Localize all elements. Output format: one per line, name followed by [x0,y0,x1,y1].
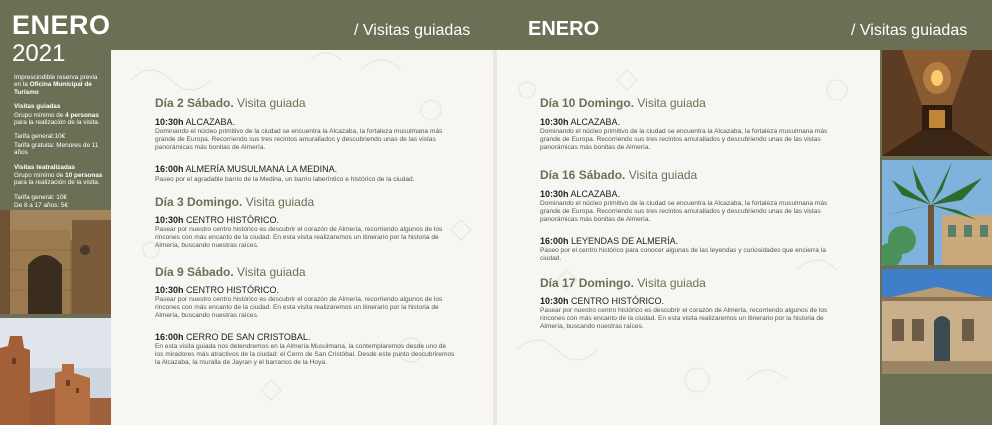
day-label: Día 16 Sábado. [540,168,626,182]
event-description: Dominando el núcleo primitivo de la ciudad se encuentra la Alcazaba, la fortaleza musulmana más grande de Europa. Recorriendo sus tres recintos amurallados y descubriendo unas de las vistas panorámicas más bonitas de Almería. [540,128,828,152]
stone-wall-photo [0,210,111,314]
booking-info [14,74,106,227]
event-time: 10:30h [155,215,184,225]
event-description: Pasear por nuestro centro histórico es descubrir el corazón de Almería, recorriendo algunos de los rincones con más encanto de la ciudad. En esta visita realizaremos un itinerario por la historia de Almería, buscando nuestras raíces. [540,307,828,331]
event-description: Paseo por el agradable barrio de la Medina, un barrio laberíntico e histórico de la ciudad. [155,176,415,183]
event-title [540,296,664,306]
event-time: 10:30h [540,117,569,127]
event-time: 16:00h [155,332,184,342]
palm-tree-photo [882,160,992,265]
event-title [155,164,337,174]
visit-type: Visita guiada [237,265,306,279]
day-heading [540,276,706,290]
reserve-office: Oficina Municipal de Turismo [14,81,92,96]
day-label: Día 3 Domingo. [155,195,243,209]
building-facade-photo [882,269,992,374]
event-time: 10:30h [155,285,184,295]
event-name: ALCAZABA. [570,117,621,127]
event-name: ALMERÍA MUSULMANA LA MEDINA. [185,164,338,174]
event-name: ALCAZABA. [185,117,236,127]
theatre-group-text: Grupo mínimo de [14,172,64,180]
event-title [155,332,310,342]
event-description: Dominando el núcleo primitivo de la ciudad se encuentra la Alcazaba, la fortaleza musulmana más grande de Europa. Recorriendo sus tres recintos amurallados y descubriendo unas de las vistas panorámicas más bonitas de Almería. [155,128,443,152]
event-title [155,215,279,225]
theatre-fee: Tarifa general: 10€ [14,193,67,201]
visit-type: Visita guiada [637,96,706,110]
event-title [540,236,678,246]
section-title-left: / Visitas guiadas [354,22,471,39]
guided-fee: Tarifa general:10€ [14,133,66,141]
guided-group-text-post: para la realización de la visita. [14,119,100,127]
day-label: Día 17 Domingo. [540,276,635,290]
guided-group-text: Grupo mínimo de [14,111,64,119]
day-heading [155,195,314,209]
event-name: CENTRO HISTÓRICO. [571,296,665,306]
day-heading [155,96,306,110]
day-label: Día 9 Sábado. [155,265,234,279]
event-name: LEYENDAS DE ALMERÍA. [571,236,679,246]
visit-type: Visita guiada [637,276,706,290]
event-name: ALCAZABA. [570,189,621,199]
event-time: 10:30h [540,296,569,306]
event-description: Dominando el núcleo primitivo de la ciudad se encuentra la Alcazaba, la fortaleza musulmana más grande de Europa. Recorriendo sus tres recintos amurallados y descubriendo unas de las vistas panorámicas más bonitas de Almería. [540,200,828,224]
visit-type: Visita guiada [237,96,306,110]
theatre-group-text-post: para la realización de la visita. [14,179,100,187]
event-title [155,285,279,295]
event-name: CERRO DE SAN CRISTOBAL. [186,332,311,342]
event-title [540,189,620,199]
theatre-kids-fee: De 8 a 17 años: 5€ [14,202,69,210]
event-time: 10:30h [155,117,184,127]
theatre-heading: Visitas teatralizadas [14,163,75,171]
visit-type: Visita guiada [245,195,315,209]
day-label: Día 10 Domingo. [540,96,635,110]
guided-group-number: 4 personas [65,111,99,119]
theatre-group-number: 10 personas [65,172,103,180]
event-title [155,117,235,127]
event-name: CENTRO HISTÓRICO. [186,285,280,295]
event-time: 10:30h [540,189,569,199]
reserve-text: Imprescindible reserva previa en la [14,74,98,89]
day-heading [155,265,306,279]
section-title-right: / Visitas guiadas [851,22,968,39]
event-name: CENTRO HISTÓRICO. [186,215,280,225]
day-heading [540,96,706,110]
guided-heading: Visitas guiadas [14,103,61,111]
month-title: ENERO [12,10,111,40]
day-label: Día 2 Sábado. [155,96,234,110]
event-description: Pasear por nuestro centro histórico es descubrir el corazón de Almería, recorriendo algunos de los rincones con más encanto de la ciudad. En esta visita realizaremos un itinerario por la historia de Almería, buscando nuestras raíces. [155,226,443,250]
event-description: Pasear por nuestro centro histórico es descubrir el corazón de Almería, recorriendo algunos de los rincones con más encanto de la ciudad. En esta visita realizaremos un itinerario por la historia de Almería, buscando nuestras raíces. [155,296,443,320]
month-title-right: ENERO [528,18,600,40]
tunnel-photo [882,50,992,156]
guided-free: Tarifa gratuita: Menores de 11 años [14,141,99,157]
event-description: Paseo por el centro histórico para conocer algunas de las leyendas y curiosidades que encierra la ciudad. [540,247,826,263]
day-heading [540,168,697,182]
event-title [540,117,620,127]
header-bar [0,0,992,50]
event-time: 16:00h [155,164,184,174]
event-description: En esta visita guiada nos detendremos en la Almería Musulmana, la contemplaremos desde uno de los miradores más atractivos de la ciudad: el Cerro de San Cristóbal. Desde este punto descubriremos la Alcazaba, la muralla de Jayran y el barranco de la Hoya. [155,343,455,367]
visit-type: Visita guiada [628,168,698,182]
event-time: 16:00h [540,236,569,246]
year-title: 2021 [12,40,66,67]
alcazaba-towers-photo [0,318,111,425]
